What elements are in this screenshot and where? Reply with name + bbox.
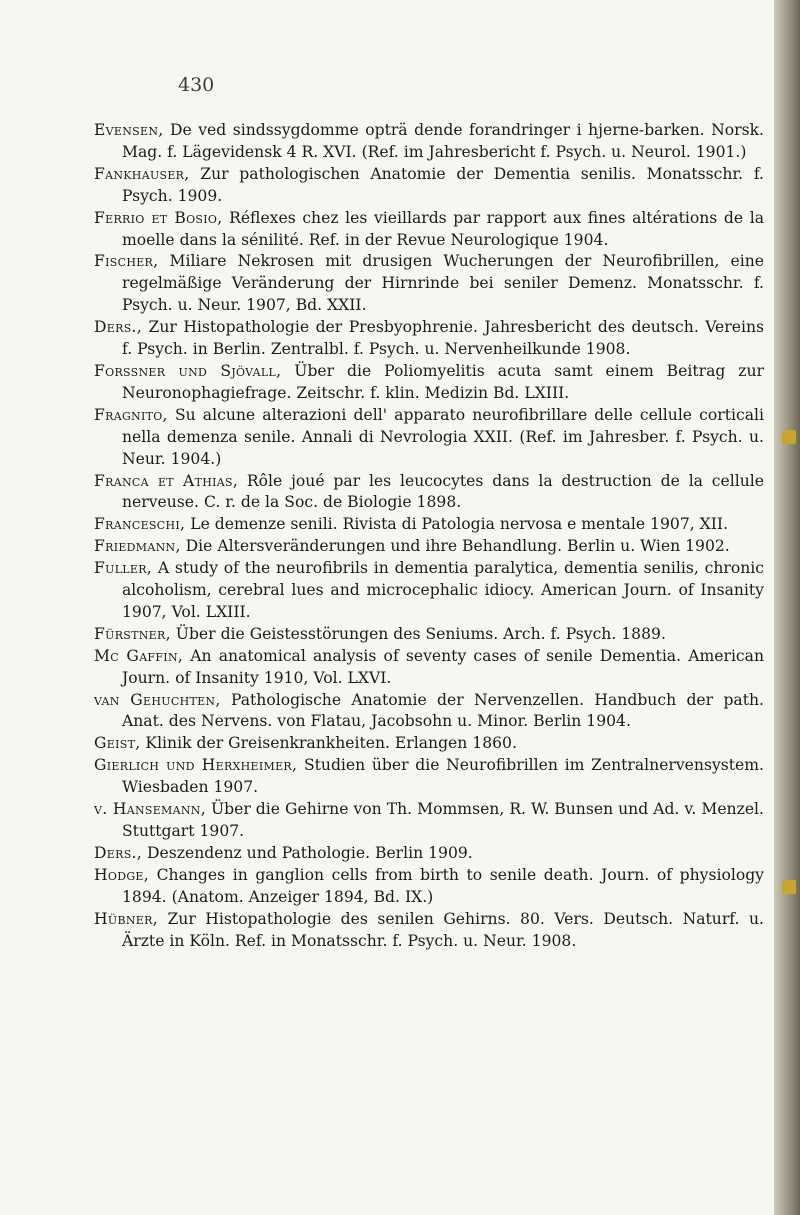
entry-text: De ved sindssygdomme opträ dende forandringer i hjerne-barken. Norsk. Mag. f. Lägevidensk 4 R. XVI. (Ref. im Jahresbericht f. Psych. u. Neurol. 1901.) [122,121,764,161]
entry-author: Hodge, [94,865,150,884]
page-edge-mark [782,430,796,444]
entry-author: Gierlich und Herxheimer, [94,756,298,775]
bibliography-entry [94,514,764,536]
bibliography-entry [94,799,764,843]
bibliography-entry [94,558,764,624]
bibliography-entry [94,646,764,690]
entry-text: Die Altersveränderungen und ihre Behandlung. Berlin u. Wien 1902. [180,537,730,556]
entry-text: Rôle joué par les leucocytes dans la destruction de la cellule nerveuse. C. r. de la Soc. de Biologie 1898. [122,471,764,512]
page-edge-shadow [774,0,800,1215]
entry-author: Forssner und Sjövall, [94,361,282,380]
entry-author: Franceschi, [94,515,186,534]
entry-text: Zur Histopathologie der Presbyophrenie. Jahresbericht des deutsch. Vereins f. Psych. in Berlin. Zentralbl. f. Psych. u. Nervenheilkunde 1908. [122,318,764,359]
bibliography-entry [94,164,764,208]
bibliography-entry [94,909,764,953]
entry-text: An anatomical analysis of seventy cases of senile Dementia. American Journ. of Insanity 1910, Vol. LXVI. [122,646,765,687]
entry-author: Mc Gaffin, [94,646,184,665]
bibliography-entry [94,251,764,317]
entry-text: Über die Poliomyelitis acuta samt einem Beitrag zur Neuronophagiefrage. Zeitschr. f. klin. Medizin Bd. LXIII. [122,361,764,402]
entry-author: Geist, [94,734,141,753]
entry-text: Zur Histopathologie des senilen Gehirns. 80. Vers. Deutsch. Naturf. u. Ärzte in Köln. Ref. in Monatsschr. f. Psych. u. Neur. 1908. [122,909,764,950]
entry-text: Le demenze senili. Rivista di Patologia nervosa e mentale 1907, XII. [185,515,729,534]
bibliography-entry [94,624,764,646]
entry-text: Über die Geistesstörungen des Seniums. Arch. f. Psych. 1889. [170,624,666,643]
bibliography-entry [94,471,764,515]
bibliography-list [94,120,764,952]
entry-author: Friedmann, [94,537,181,556]
entry-author: Evensen, [94,121,164,139]
entry-author: v. Hansemann, [94,800,206,819]
entry-author: Fuller, [94,559,153,578]
entry-text: Über die Gehirne von Th. Mommsen, R. W. Bunsen und Ad. v. Menzel. Stuttgart 1907. [122,800,764,840]
page-number: 430 [178,74,215,96]
entry-author: Fragnito, [94,405,168,424]
entry-author: Ders., [94,318,143,337]
entry-author: Fischer, [94,252,159,271]
entry-text: Réflexes chez les vieillards par rapport aux fines altérations de la moelle dans la sénilité. Ref. in der Revue Neurologique 1904. [122,208,764,249]
bibliography-entry [94,733,764,755]
entry-author: Fankhauser, [94,164,190,183]
entry-text: Deszendenz und Pathologie. Berlin 1909. [142,843,473,862]
page-edge-mark [782,880,796,894]
bibliography-entry [94,865,764,909]
bibliography-entry [94,690,764,734]
entry-text: Miliare Nekrosen mit drusigen Wucherungen der Neurofibrillen, eine regelmäßige Veränderung der Hirnrinde bei seniler Demenz. Monatsschr. f. Psych. u. Neur. 1907, Bd. XXII. [122,252,764,315]
bibliography-entry [94,208,764,252]
entry-text: Studien über die Neurofibrillen im Zentralnervensystem. Wiesbaden 1907. [122,756,765,797]
entry-author: Ders., [94,843,143,862]
bibliography-entry [94,843,764,865]
entry-text: Su alcune alterazioni dell' apparato neurofibrillare delle cellule corticali nella demenza senile. Annali di Nevrologia XXII. (Ref. im Jahresber. f. Psych. u. Neur. 1904.) [122,405,764,468]
entry-text: Zur pathologischen Anatomie der Dementia senilis. Monatsschr. f. Psych. 1909. [122,164,764,205]
entry-text: A study of the neurofibrils in dementia paralytica, dementia senilis, chronic alcoholism, cerebral lues and microcephalic idiocy. American Journ. of Insanity 1907, Vol. LXIII. [122,559,764,621]
entry-author: van Gehuchten, [94,690,221,709]
entry-text: Pathologische Anatomie der Nervenzellen. Handbuch der path. Anat. des Nervens. von Flatau, Jacobsohn u. Minor. Berlin 1904. [122,690,764,731]
entry-author: Hübner, [94,909,158,928]
bibliography-entry [94,361,764,405]
entry-author: Fürstner, [94,624,171,643]
bibliography-entry [94,405,764,471]
entry-author: Franca et Athias, [94,471,239,490]
bibliography-entry [94,536,764,558]
bibliography-entry [94,120,764,164]
entry-text: Changes in ganglion cells from birth to senile death. Journ. of physiology 1894. (Anatom. Anzeiger 1894, Bd. IX.) [122,865,764,906]
bibliography-entry [94,755,764,799]
entry-author: Ferrio et Bosio, [94,208,223,227]
bibliography-entry [94,317,764,361]
entry-text: Klinik der Greisenkrankheiten. Erlangen 1860. [140,734,517,753]
